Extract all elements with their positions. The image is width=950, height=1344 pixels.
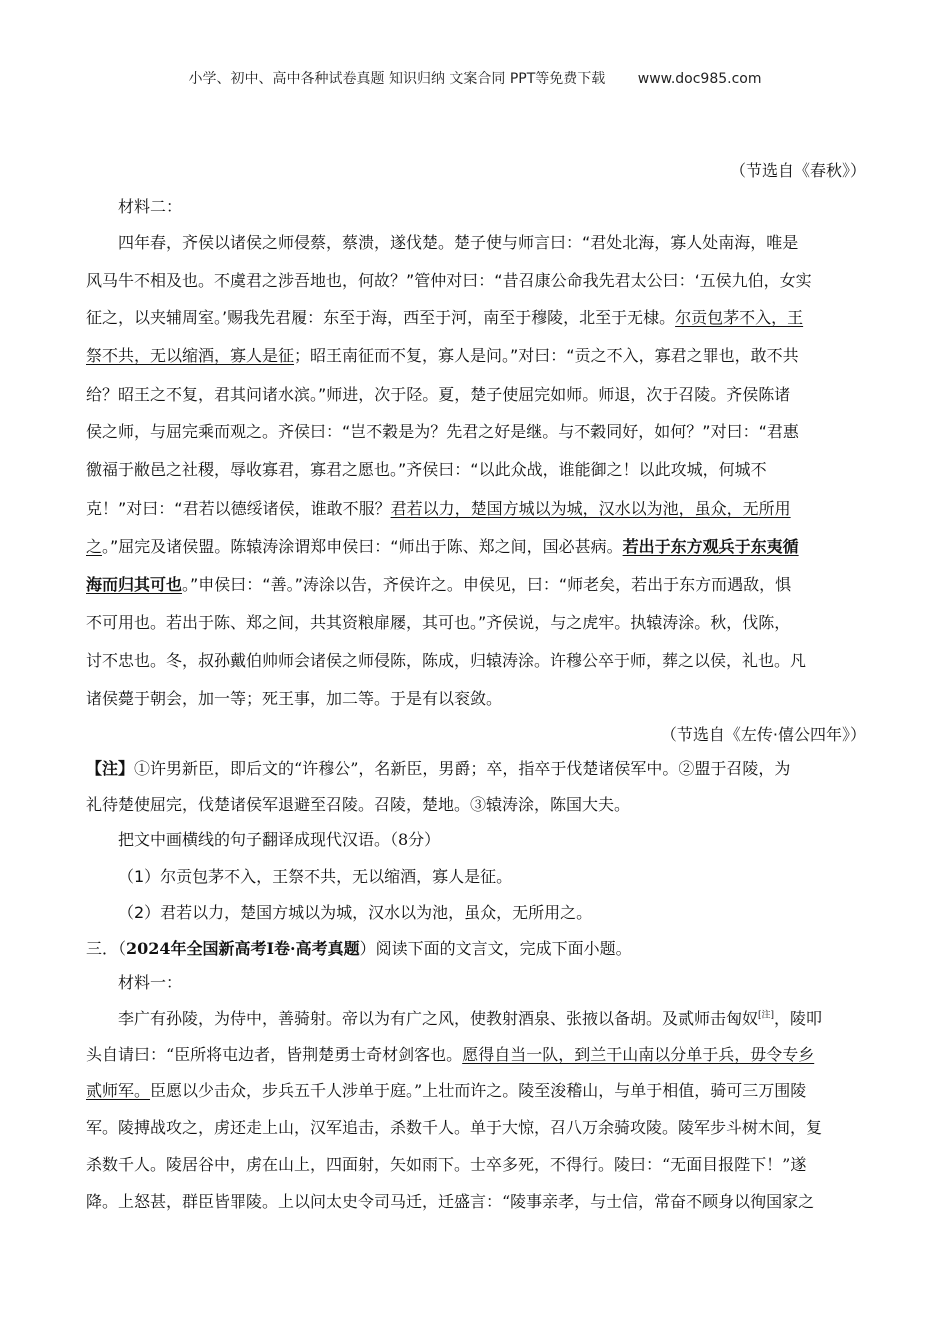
material1-title: 材料一：	[118, 973, 183, 992]
underlined-sentence-2-cont: 之	[86, 537, 103, 556]
bold-underlined-sentence: 若出于东方观兵于东夷循	[622, 537, 799, 556]
material2-line-6: 侯之师，与屈完乘而观之。齐侯曰：“岂不穀是为？先君之好是继。与不穀同好，如何？”对曰：“君惠	[86, 422, 799, 441]
question-3-tag: 2024年全国新高考Ⅰ卷·高考真题	[126, 939, 360, 958]
underlined-sentence-2: 君若以力，楚国方城以为城，汉水以为池，虽众，无所用	[390, 499, 791, 518]
material1-line-5: 杀数千人。陵居谷中，虏在山上，四面射，矢如雨下。士卒多死，不得行。陵曰：“无面目报陛下！”遂	[86, 1155, 807, 1174]
task-item-2: （2）君若以力，楚国方城以为城，汉水以为池，虽众，无所用之。	[118, 903, 593, 922]
material2-line-4: 祭不共，无以缩酒，寡人是征；昭王南征而不复，寡人是问。”对曰：“贡之不入，寡君之罪也，敢不共	[86, 346, 799, 365]
material1-line-4: 军。陵搏战攻之，虏还走上山，汉军追击，杀数千人。单于大惊，召八万余骑攻陵。陵军步斗树木间，复	[86, 1118, 823, 1137]
material2-line-13: 诸侯薨于朝会，加一等；死王事，加二等。于是有以衮敛。	[86, 689, 503, 708]
header-text: 小学、初中、高中各种试卷真题 知识归纳 文案合同 PPT等免费下载	[188, 71, 606, 87]
note-label: 【注】	[86, 759, 135, 778]
material2-title: 材料二：	[118, 197, 183, 216]
underlined-sentence-1-cont: 祭不共，无以缩酒，寡人是征	[86, 346, 295, 365]
note-line-1: 【注】①许男新臣，即后文的“许穆公”，名新臣，男爵；卒，指卒于伐楚诸侯军中。②盟于召陵，为	[86, 759, 791, 778]
material1-line-1: 李广有孙陵，为侍中，善骑射。帝以为有广之风，使教射酒泉、张掖以备胡。及贰师击匈奴[注]，陵叩	[118, 1009, 823, 1028]
question-3-heading: 三．（2024年全国新高考Ⅰ卷·高考真题）阅读下面的文言文，完成下面小题。	[86, 939, 632, 958]
task-item-1: （1）尔贡包茅不入，王祭不共，无以缩酒，寡人是征。	[118, 867, 513, 886]
material2-line-5: 给？昭王之不复，君其问诸水滨。”师进，次于陉。夏，楚子使屈完如师。师退，次于召陵。齐侯陈诸	[86, 385, 791, 404]
material2-line-7: 徼福于敝邑之社稷，辱收寡君，寡君之愿也。”齐侯曰：“以此众战，谁能御之！以此攻城，何城不	[86, 460, 767, 479]
material2-line-11: 不可用也。若出于陈、郑之间，共其资粮扉屦，其可也。”齐侯说，与之虎牢。执辕涛涂。秋，伐陈，	[86, 613, 791, 632]
page-header	[0, 68, 950, 88]
task-prompt: 把文中画横线的句子翻译成现代汉语。（8分）	[118, 830, 441, 849]
material1-line-3: 贰师军。臣愿以少击众，步兵五千人涉单于庭。”上壮而许之。陵至浚稽山，与单于相值，骑可三万围陵	[86, 1081, 807, 1100]
source-zuozhuan: （节选自《左传·僖公四年》）	[660, 725, 866, 744]
header-site-link[interactable]: www.doc985.com	[637, 71, 762, 87]
underlined-sentence-3-cont: 贰师军。	[86, 1081, 151, 1100]
material2-line-3: 征之，以夹辅周室。’赐我先君履：东至于海，西至于河，南至于穆陵，北至于无棣。尔贡包茅不入，王	[86, 308, 804, 327]
material2-line-12: 讨不忠也。冬，叔孙戴伯帅师会诸侯之师侵陈，陈成，归辕涛涂。许穆公卒于师，葬之以侯，礼也。凡	[86, 651, 807, 670]
material2-line-10: 海而归其可也。”申侯曰：“善。”涛涂以告，齐侯许之。申侯见，曰：“师老矣，若出于东方而遇敌，惧	[86, 575, 792, 594]
material1-line-6: 降。上怒甚，群臣皆罪陵。上以问太史令司马迁，迁盛言：“陵事亲孝，与士信，常奋不顾身以徇国家之	[86, 1192, 815, 1211]
material2-line-2: 风马牛不相及也。不虞君之涉吾地也，何故？”管仲对曰：“昔召康公命我先君太公曰：‘五侯九伯，女实	[86, 271, 812, 290]
note-line-2: 礼待楚使屈完，伐楚诸侯军退避至召陵。召陵，楚地。③辕涛涂，陈国大夫。	[86, 795, 631, 814]
source-chunqiu: （节选自《春秋》）	[729, 161, 866, 180]
bold-underlined-sentence-cont: 海而归其可也	[86, 575, 183, 594]
material1-line-2: 头自请曰：“臣所将屯边者，皆荆楚勇士奇材剑客也。愿得自当一队，到兰干山南以分单于兵，毋令专乡	[86, 1045, 815, 1064]
underlined-sentence-1: 尔贡包茅不入，王	[675, 308, 804, 327]
underlined-sentence-3: 愿得自当一队，到兰干山南以分单于兵，毋令专乡	[462, 1045, 815, 1064]
material2-line-9: 之。”屈完及诸侯盟。陈辕涛涂谓郑申侯曰：“师出于陈、郑之间，国必甚病。若出于东方观兵于东夷循	[86, 537, 799, 556]
material2-line-8: 克！”对曰：“君若以德绥诸侯，谁敢不服？君若以力，楚国方城以为城，汉水以为池，虽众，无所用	[86, 499, 791, 518]
material2-line-1: 四年春，齐侯以诸侯之师侵蔡，蔡溃，遂伐楚。楚子使与师言曰：“君处北海，寡人处南海，唯是	[118, 233, 799, 252]
